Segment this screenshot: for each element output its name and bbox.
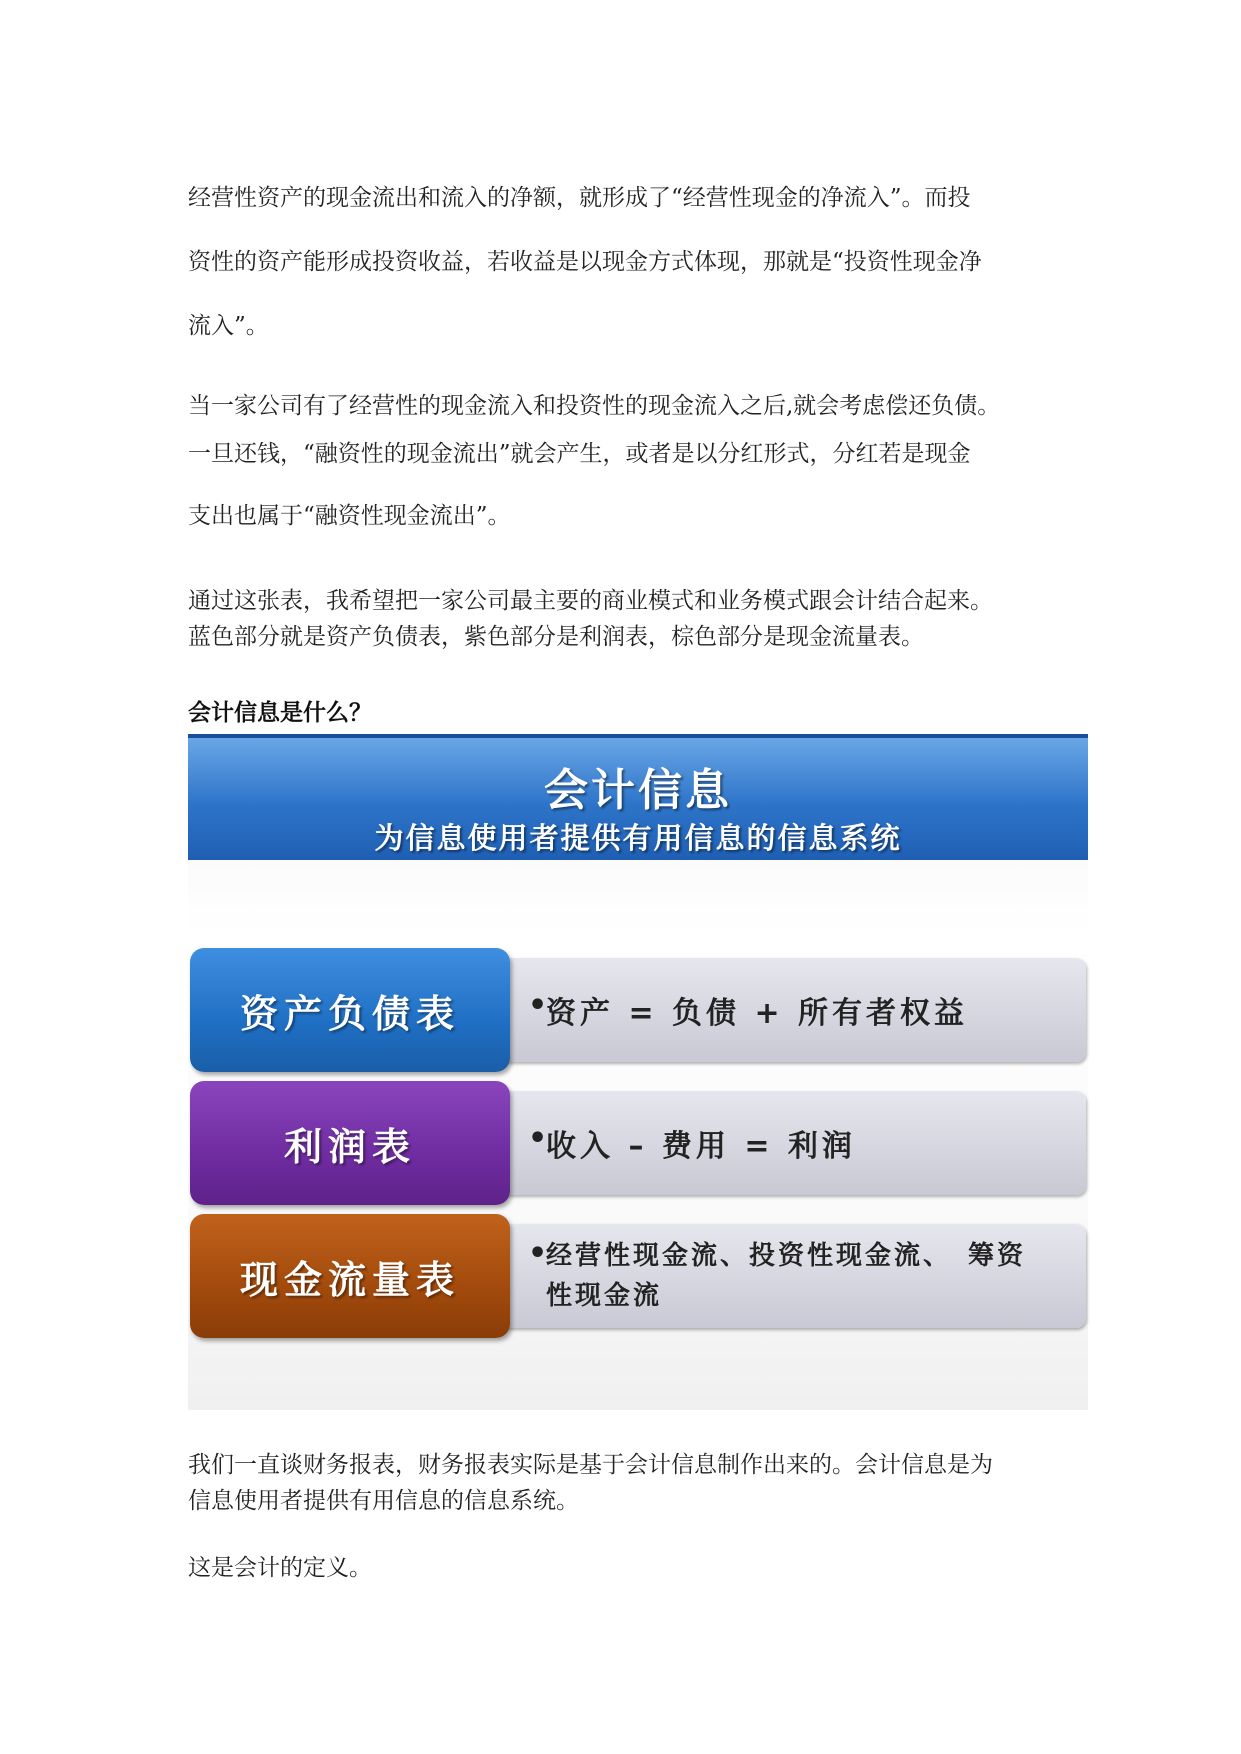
cash-flow-definition	[506, 1224, 1086, 1328]
paragraph-line: 蓝色部分就是资产负债表，紫色部分是利润表，棕色部分是现金流量表。	[188, 624, 924, 650]
paragraph-line: 支出也属于“融资性现金流出”。	[188, 503, 511, 529]
paragraph-line: 这是会计的定义。	[188, 1555, 372, 1581]
income-statement-row	[188, 1081, 1088, 1207]
bullet: •	[528, 1236, 548, 1271]
figure-header	[188, 734, 1088, 860]
income-statement-label: 利润表	[190, 1081, 510, 1205]
paragraph-line: 通过这张表，我希望把一家公司最主要的商业模式和业务模式跟会计结合起来。	[188, 588, 993, 614]
cash-flow-row	[188, 1214, 1088, 1340]
paragraph-operating-investing	[188, 166, 1088, 358]
income-statement-equation: 收入 – 费用 = 利润	[546, 1129, 856, 1164]
section-heading: 会计信息是什么？	[188, 700, 372, 726]
paragraph-definition	[188, 1550, 1088, 1586]
balance-sheet-equation: 资产 = 负债 + 所有者权益	[546, 996, 969, 1031]
paragraph-line: 资性的资产能形成投资收益，若收益是以现金方式体现，那就是“投资性现金净	[188, 249, 982, 275]
balance-sheet-label: 资产负债表	[190, 948, 510, 1072]
cash-flow-components-line1: 经营性现金流、投资性现金流、 筹资	[546, 1241, 1027, 1271]
paragraph-line: 信息使用者提供有用信息的信息系统。	[188, 1488, 579, 1514]
paragraph-line: 经营性资产的现金流出和流入的净额，就形成了“经营性现金的净流入”。而投	[188, 185, 971, 211]
paragraph-financing	[188, 382, 1088, 540]
paragraph-line: 当一家公司有了经营性的现金流入和投资性的现金流入之后,就会考虑偿还负债。	[188, 393, 1001, 419]
balance-sheet-definition	[506, 958, 1086, 1062]
paragraph-table-explanation	[188, 583, 1088, 655]
bullet: •	[528, 1121, 548, 1156]
cash-flow-components-line2: 性现金流	[546, 1281, 663, 1311]
figure-subtitle: 为信息使用者提供有用信息的信息系统	[374, 821, 902, 855]
paragraph-line: 我们一直谈财务报表，财务报表实际是基于会计信息制作出来的。会计信息是为	[188, 1452, 993, 1478]
paragraph-line: 一旦还钱，“融资性的现金流出”就会产生，或者是以分红形式，分红若是现金	[188, 441, 971, 467]
balance-sheet-row	[188, 948, 1088, 1074]
accounting-info-figure	[188, 734, 1088, 1410]
paragraph-financial-statements	[188, 1447, 1088, 1519]
bullet: •	[528, 988, 548, 1023]
figure-title: 会计信息	[544, 765, 732, 816]
paragraph-line: 流入”。	[188, 313, 269, 339]
income-statement-definition	[506, 1091, 1086, 1195]
cash-flow-label: 现金流量表	[190, 1214, 510, 1338]
